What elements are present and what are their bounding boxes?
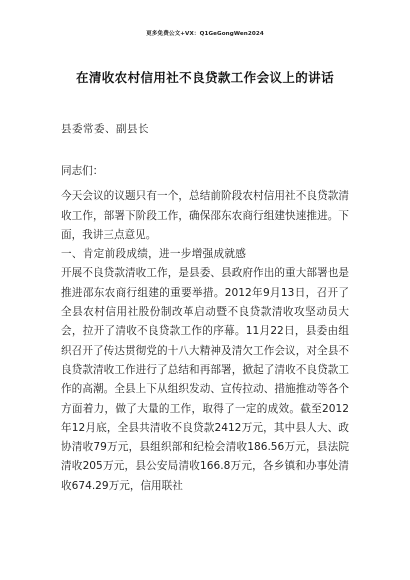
greeting: 同志们：: [61, 165, 104, 177]
section-heading-1: 一、肯定前段成绩，进一步增强成就感: [61, 248, 247, 261]
document-title: 在清收农村信用社不良贷款工作会议上的讲话: [75, 70, 334, 85]
speaker-title: 县委常委、副县长: [61, 123, 149, 135]
paragraph-intro: 今天会议的议题只有一个，总结前阶段农村信用社不良贷款清收工作，部署下阶段工作，确保邵东农商行组建快速推进。下面，我讲三点意见。: [61, 190, 349, 241]
document-body: [61, 162, 349, 496]
paragraph-body: 开展不良贷款清收工作，是县委、县政府作出的重大部署也是推进邵东农商行组建的重要举措。2012年9月13日，召开了全县农村信用社股份制改革启动暨不良贷款清收攻坚动员大会，拉开了清收不良贷款工作的序幕。11月22日，县委由组织召开了传达贯彻党的十八大精神及清欠工作会议，对全县不良贷款清收工作进行了总结和再部署，掀起了清收不良贷款工作的高潮。全县上下从组织发动、宣传拉动、措施推动等各个方面着力，做了大量的工作，取得了一定的成效。截至2012年12月底，全县共清收不良贷款2412万元，其中县人大、政协清收79万元，县组织部和纪检会清收186.56万元，县法院清收205万元，县公安局清收166.8万元，各乡镇和办事处清收674.29万元，信用联社: [61, 267, 349, 492]
header-note: 更多免费公文+VX：Q1GeGongWen2024: [146, 31, 264, 37]
